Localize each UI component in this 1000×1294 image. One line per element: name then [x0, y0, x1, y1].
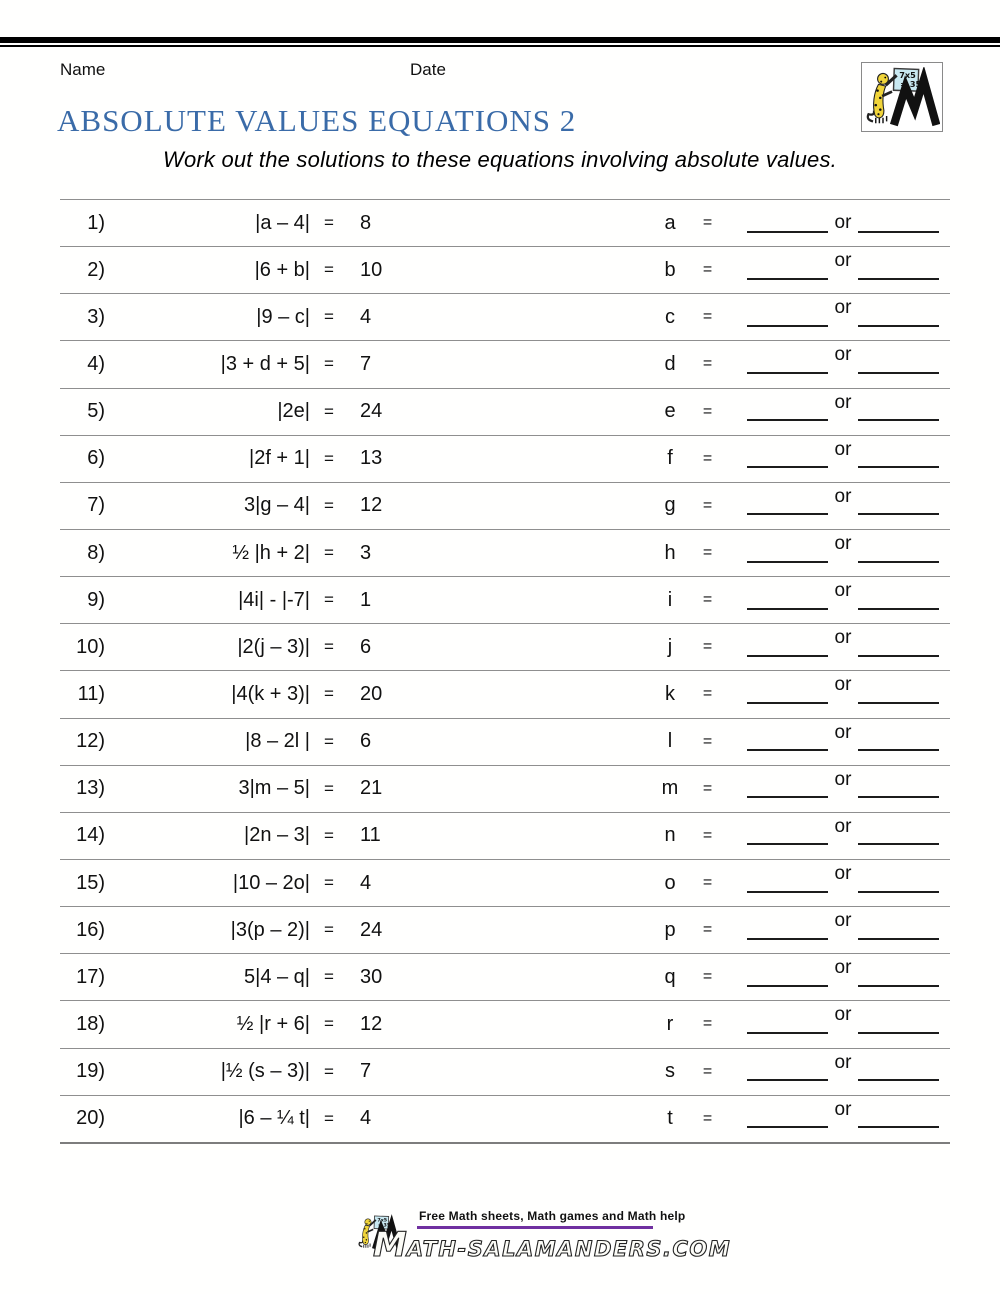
footer-text-block [373, 1209, 732, 1265]
variable-letter: r [666, 1012, 674, 1035]
answer-blank-1 [747, 796, 828, 798]
variable-letter: f [667, 447, 673, 470]
math-salamanders-logo [861, 62, 943, 132]
equation-lhs: |2n – 3| [244, 824, 310, 847]
equation-rhs: 21 [360, 777, 383, 800]
problem-number: 10) [76, 635, 105, 658]
problem-number: 17) [76, 965, 105, 988]
answer-blank-2 [858, 372, 939, 374]
or-label: or [834, 863, 852, 885]
equals-sign: = [702, 214, 713, 232]
equation-rhs: 24 [360, 400, 383, 423]
equals-sign: = [702, 1015, 713, 1033]
or-label: or [834, 212, 852, 234]
variable-letter: k [665, 682, 675, 705]
or-label: or [834, 1098, 852, 1120]
problem-row [60, 953, 950, 1000]
page-title: ABSOLUTE VALUES EQUATIONS 2 [57, 103, 577, 138]
answer-blank-1 [747, 891, 828, 893]
problem-row [60, 435, 950, 482]
or-label: or [834, 580, 852, 602]
problem-row [60, 529, 950, 576]
equation-lhs: ½ |h + 2| [232, 541, 310, 564]
equation-lhs: |2(j – 3)| [237, 635, 310, 658]
answer-blank-2 [858, 985, 939, 987]
problem-number: 8) [87, 541, 105, 564]
equation-lhs: |6 + b| [254, 258, 310, 281]
equals-sign: = [324, 307, 334, 327]
answer-blank-1 [747, 1126, 828, 1128]
answer-blank-2 [858, 231, 939, 233]
answer-blank-1 [747, 513, 828, 515]
answer-blank-2 [858, 419, 939, 421]
equals-sign: = [702, 874, 713, 892]
variable-letter: i [667, 588, 673, 611]
equals-sign: = [702, 921, 713, 939]
variable-letter: j [667, 635, 673, 658]
problem-row [60, 388, 950, 435]
problem-number: 3) [87, 305, 105, 328]
equals-sign: = [324, 731, 334, 751]
variable-letter: c [665, 305, 675, 328]
equation-lhs: |3 + d + 5| [220, 352, 310, 375]
equation-rhs: 7 [360, 1060, 372, 1083]
equation-rhs: 4 [360, 1107, 372, 1130]
or-label: or [834, 438, 852, 460]
problem-row [60, 246, 950, 293]
equation-lhs: |8 – 2l | [245, 730, 310, 753]
or-label: or [834, 344, 852, 366]
answer-blank-2 [858, 1126, 939, 1128]
equals-sign: = [702, 638, 713, 656]
salamander-logo-icon [864, 65, 940, 129]
problem-row [60, 1095, 950, 1142]
answer-blank-2 [858, 655, 939, 657]
answer-blank-1 [747, 1079, 828, 1081]
equation-lhs: |3(p – 2)| [230, 918, 310, 941]
answer-blank-2 [858, 1032, 939, 1034]
equals-sign: = [324, 260, 334, 280]
answer-blank-1 [747, 561, 828, 563]
equation-rhs: 13 [360, 447, 383, 470]
variable-letter: b [664, 258, 676, 281]
equation-rhs: 6 [360, 635, 372, 658]
equation-rhs: 8 [360, 211, 372, 234]
problem-number: 20) [76, 1107, 105, 1130]
equation-rhs: 6 [360, 730, 372, 753]
problem-row [60, 293, 950, 340]
problem-number: 9) [87, 588, 105, 611]
answer-blank-1 [747, 655, 828, 657]
equation-lhs: 5|4 – q| [244, 965, 310, 988]
variable-letter: o [664, 871, 676, 894]
or-label: or [834, 768, 852, 790]
or-label: or [834, 815, 852, 837]
variable-letter: q [664, 965, 676, 988]
answer-blank-2 [858, 749, 939, 751]
problem-number: 14) [76, 824, 105, 847]
problem-row [60, 906, 950, 953]
problem-row [60, 340, 950, 387]
variable-letter: d [664, 352, 676, 375]
equals-sign: = [702, 496, 713, 514]
answer-blank-1 [747, 231, 828, 233]
variable-letter: g [664, 494, 676, 517]
problem-number: 12) [76, 730, 105, 753]
problem-row [60, 1000, 950, 1047]
equation-lhs: |2e| [277, 400, 310, 423]
answer-blank-2 [858, 325, 939, 327]
equals-sign: = [702, 591, 713, 609]
equals-sign: = [324, 543, 334, 563]
equals-sign: = [702, 685, 713, 703]
equation-lhs: |9 – c| [256, 305, 310, 328]
equation-lhs: |4(k + 3)| [231, 682, 310, 705]
or-label: or [834, 297, 852, 319]
problem-number: 15) [76, 871, 105, 894]
equals-sign: = [324, 1108, 334, 1128]
footer-tagline: Free Math sheets, Math games and Math help [419, 1209, 686, 1223]
answer-blank-1 [747, 843, 828, 845]
equals-sign: = [324, 1014, 334, 1034]
equation-rhs: 12 [360, 1012, 383, 1035]
site-wordmark: MATH-SALAMANDERS.COM [373, 1225, 732, 1265]
problem-number: 2) [87, 258, 105, 281]
variable-letter: s [665, 1060, 675, 1083]
equation-rhs: 30 [360, 965, 383, 988]
or-label: or [834, 1051, 852, 1073]
top-rule [0, 37, 1000, 43]
equation-rhs: 10 [360, 258, 383, 281]
answer-blank-1 [747, 419, 828, 421]
answer-blank-1 [747, 372, 828, 374]
equation-rhs: 11 [360, 824, 381, 847]
equation-lhs: |a – 4| [255, 211, 310, 234]
problem-row [60, 718, 950, 765]
answer-blank-2 [858, 513, 939, 515]
answer-blank-2 [858, 702, 939, 704]
problem-row [60, 670, 950, 717]
variable-letter: p [664, 918, 676, 941]
equals-sign: = [702, 402, 713, 420]
equals-sign: = [324, 967, 334, 987]
equals-sign: = [324, 684, 334, 704]
answer-blank-2 [858, 796, 939, 798]
problem-number: 19) [76, 1060, 105, 1083]
variable-letter: m [661, 777, 679, 800]
answer-blank-2 [858, 466, 939, 468]
equals-sign: = [702, 968, 713, 986]
equals-sign: = [702, 732, 713, 750]
problem-row [60, 765, 950, 812]
equals-sign: = [324, 920, 334, 940]
or-label: or [834, 533, 852, 555]
problems-table [60, 199, 950, 1144]
equals-sign: = [324, 1061, 334, 1081]
problem-number: 13) [76, 777, 105, 800]
instructions-text: Work out the solutions to these equations involving absolute values. [163, 147, 837, 172]
equals-sign: = [702, 261, 713, 279]
answer-blank-1 [747, 702, 828, 704]
problem-row [60, 482, 950, 529]
equation-rhs: 1 [360, 588, 372, 611]
equals-sign: = [324, 637, 334, 657]
or-label: or [834, 674, 852, 696]
equation-rhs: 7 [360, 352, 372, 375]
equals-sign: = [324, 448, 334, 468]
equals-sign: = [702, 826, 713, 844]
equals-sign: = [702, 449, 713, 467]
equals-sign: = [702, 1109, 713, 1127]
variable-letter: a [664, 211, 676, 234]
equals-sign: = [324, 590, 334, 610]
equals-sign: = [324, 825, 334, 845]
or-label: or [834, 391, 852, 413]
name-label: Name [60, 60, 106, 79]
variable-letter: t [667, 1107, 673, 1130]
or-label: or [834, 627, 852, 649]
equation-rhs: 3 [360, 541, 372, 564]
problem-number: 7) [87, 494, 105, 517]
equation-lhs: |4i| - |-7| [238, 588, 310, 611]
answer-blank-2 [858, 278, 939, 280]
equation-lhs: |2f + 1| [249, 447, 310, 470]
or-label: or [834, 250, 852, 272]
or-label: or [834, 957, 852, 979]
answer-blank-1 [747, 1032, 828, 1034]
equation-lhs: |10 – 2o| [232, 871, 310, 894]
answer-blank-2 [858, 1079, 939, 1081]
problem-number: 11) [77, 682, 105, 705]
answer-blank-2 [858, 938, 939, 940]
equals-sign: = [324, 354, 334, 374]
variable-letter: e [664, 400, 676, 423]
variable-letter: n [664, 824, 676, 847]
problem-row [60, 623, 950, 670]
problem-row [60, 199, 950, 246]
answer-blank-1 [747, 749, 828, 751]
problem-row [60, 1048, 950, 1095]
equation-rhs: 24 [360, 918, 383, 941]
equation-lhs: |6 – ¼ t| [238, 1107, 310, 1130]
answer-blank-2 [858, 608, 939, 610]
problem-number: 18) [76, 1012, 105, 1035]
footer [349, 1209, 731, 1265]
answer-blank-1 [747, 608, 828, 610]
problem-number: 6) [87, 447, 105, 470]
problem-number: 5) [87, 400, 105, 423]
answer-blank-1 [747, 466, 828, 468]
problem-number: 16) [76, 918, 105, 941]
equals-sign: = [324, 213, 334, 233]
equals-sign: = [702, 355, 713, 373]
problem-row [60, 576, 950, 623]
equation-lhs: 3|g – 4| [244, 494, 310, 517]
equals-sign: = [324, 873, 334, 893]
equation-rhs: 20 [360, 682, 383, 705]
problem-number: 4) [87, 352, 105, 375]
or-label: or [834, 721, 852, 743]
equation-lhs: 3|m – 5| [238, 777, 310, 800]
equation-rhs: 12 [360, 494, 383, 517]
or-label: or [834, 910, 852, 932]
equals-sign: = [324, 401, 334, 421]
problem-row [60, 812, 950, 859]
equals-sign: = [702, 779, 713, 797]
answer-blank-1 [747, 985, 828, 987]
or-label: or [834, 1004, 852, 1026]
equation-lhs: |½ (s – 3)| [220, 1060, 310, 1083]
answer-blank-1 [747, 325, 828, 327]
variable-letter: l [667, 730, 673, 753]
equals-sign: = [324, 778, 334, 798]
equals-sign: = [702, 544, 713, 562]
problem-row [60, 859, 950, 906]
answer-blank-1 [747, 278, 828, 280]
date-label: Date [410, 60, 446, 79]
problem-number: 1) [87, 211, 105, 234]
equation-rhs: 4 [360, 871, 372, 894]
answer-blank-1 [747, 938, 828, 940]
equation-lhs: ½ |r + 6| [236, 1012, 310, 1035]
equals-sign: = [324, 495, 334, 515]
answer-blank-2 [858, 843, 939, 845]
answer-blank-2 [858, 891, 939, 893]
answer-blank-2 [858, 561, 939, 563]
or-label: or [834, 485, 852, 507]
equals-sign: = [702, 308, 713, 326]
equation-rhs: 4 [360, 305, 372, 328]
equals-sign: = [702, 1062, 713, 1080]
variable-letter: h [664, 541, 676, 564]
